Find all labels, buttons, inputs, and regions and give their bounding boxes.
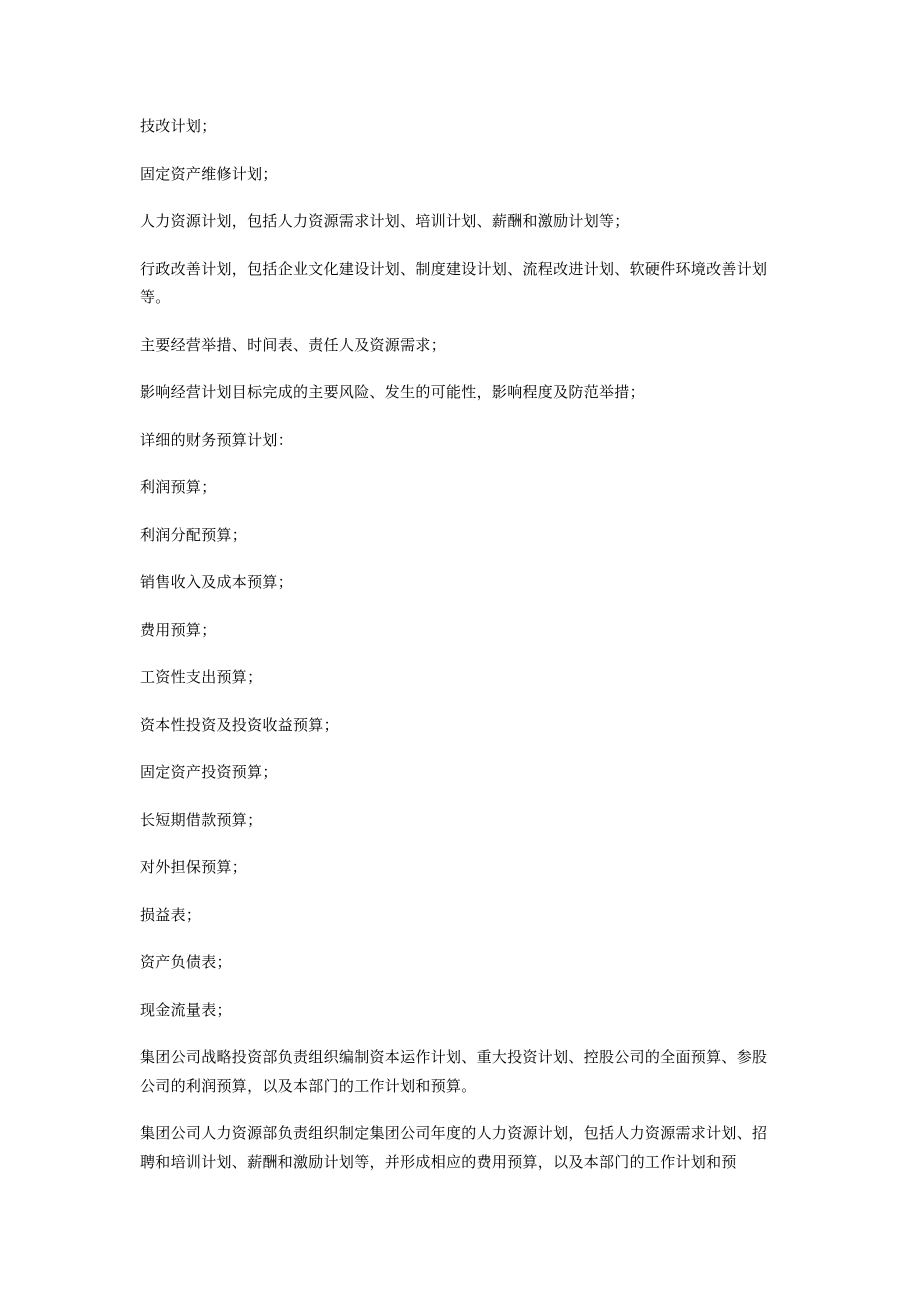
paragraph-profit-distribution-budget: 利润分配预算；: [140, 525, 248, 544]
paragraph-hr-plan: 人力资源计划，包括人力资源需求计划、培训计划、薪酬和激励计划等；: [140, 212, 630, 230]
paragraph-income-statement: 损益表；: [140, 905, 202, 924]
paragraph-main-business-measures: 主要经营举措、时间表、责任人及资源需求；: [140, 335, 447, 354]
paragraph-expense-budget: 费用预算；: [140, 620, 217, 639]
paragraph-guarantee-budget: 对外担保预算；: [140, 858, 248, 876]
paragraph-fixed-asset-maintenance-plan: 固定资产维修计划；: [140, 164, 278, 183]
paragraph-admin-improvement-plan: 行政改善计划，包括企业文化建设计划、制度建设计划、流程改进计划、软硬件环境改善计划等。: [140, 259, 768, 306]
document-body: [140, 112, 782, 1195]
paragraph-financial-budget-heading: 详细的财务预算计划：: [140, 430, 294, 449]
paragraph-profit-budget: 利润预算；: [140, 478, 217, 496]
paragraph-wage-budget: 工资性支出预算；: [140, 668, 263, 686]
paragraph-tech-upgrade-plan: 技改计划；: [140, 117, 217, 135]
paragraph-capital-investment-budget: 资本性投资及投资收益预算；: [140, 715, 339, 734]
paragraph-cash-flow-statement: 现金流量表；: [140, 1000, 232, 1019]
paragraph-sales-cost-budget: 销售收入及成本预算；: [140, 573, 294, 591]
paragraph-strategic-investment-dept: 集团公司战略投资部负责组织编制资本运作计划、重大投资计划、控股公司的全面预算、参股公司的利润预算，以及本部门的工作计划和预算。: [140, 1048, 768, 1095]
paragraph-loan-budget: 长短期借款预算；: [140, 810, 263, 829]
paragraph-hr-dept: 集团公司人力资源部负责组织制定集团公司年度的人力资源计划，包括人力资源需求计划、招聘和培训计划、薪酬和激励计划等，并形成相应的费用预算，以及本部门的工作计划和预: [140, 1124, 768, 1171]
paragraph-fixed-asset-investment-budget: 固定资产投资预算；: [140, 763, 278, 781]
paragraph-risks: 影响经营计划目标完成的主要风险、发生的可能性，影响程度及防范举措；: [140, 383, 645, 401]
paragraph-balance-sheet: 资产负债表；: [140, 953, 232, 971]
